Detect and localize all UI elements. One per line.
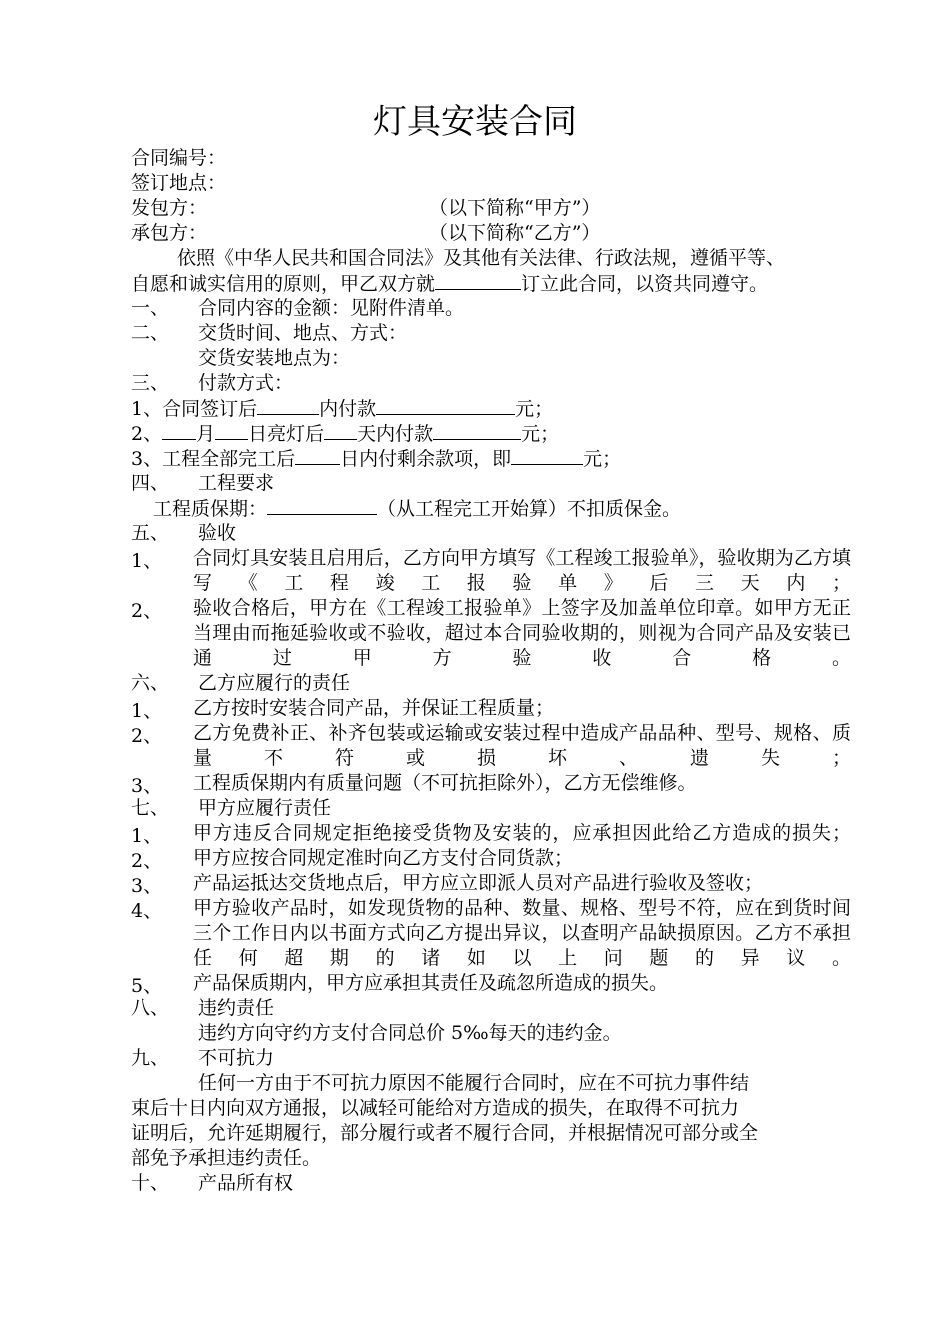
document-title: 灯具安装合同 <box>373 102 577 142</box>
contract-number-label: 合同编号： <box>131 147 227 169</box>
party-a-line <box>131 196 851 221</box>
preamble-line-2: 自愿和诚实信用的原则，甲乙双方就 订立此合同，以资共同遵守。 <box>131 273 769 295</box>
party-b-line <box>131 221 851 246</box>
section-9-line-4: 部免予承担违约责任。 <box>131 1147 322 1169</box>
payment-line-2: 2、 月 日亮灯后 天内付款 元； <box>131 423 560 445</box>
warranty-line: 工程质保期： （从工程完工开始算）不扣质保金。 <box>153 498 682 520</box>
section-10-heading: 十、 产品所有权 <box>131 1172 294 1194</box>
section-2-sub: 交货安装地点为： <box>198 347 351 369</box>
blank-field[interactable] <box>324 421 357 440</box>
list-item: 2、 验收合格后，甲方在《工程竣工报验单》上签字及加盖单位印章。如甲方无正当理由而拖延验收或不验收，超过本合同验收期的，则视为合同产品及安装已通过甲方验收合格。 <box>131 597 851 669</box>
sign-place-line <box>131 171 851 196</box>
section-9-heading: 九、 不可抗力 <box>131 1047 275 1069</box>
blank-field[interactable] <box>376 396 515 415</box>
payment-line-1: 1、合同签订后 内付款 元； <box>131 398 554 420</box>
blank-field[interactable] <box>511 446 583 465</box>
party-a-label: 发包方： <box>131 197 208 219</box>
section-2-heading: 二、 交货时间、地点、方式： <box>131 322 408 344</box>
list-item: 1、 甲方违反合同规定拒绝接受货物及安装的，应承担因此给乙方造成的损失； <box>131 822 851 847</box>
party-b-note: （以下简称“乙方”） <box>429 222 601 244</box>
list-item: 2、 甲方应按合同规定准时向乙方支付合同货款； <box>131 847 574 872</box>
blank-field[interactable] <box>267 496 377 515</box>
blank-field[interactable] <box>435 271 521 290</box>
list-item: 5、 产品保质期内，甲方应承担其责任及疏忽所造成的损失。 <box>131 972 669 997</box>
section-3-heading: 三、 付款方式： <box>131 372 294 394</box>
list-item: 1、 合同灯具安装且启用后，乙方向甲方填写《工程竣工报验单》，验收期为乙方填写《工程竣工报验单》后三天内； <box>131 547 851 594</box>
section-1-heading: 一、 合同内容的金额：见附件清单。 <box>131 297 465 319</box>
blank-field[interactable] <box>257 396 319 415</box>
payment-line-3: 3、工程全部完工后 日内付剩余款项，即 元； <box>131 448 622 470</box>
party-a-note: （以下简称“甲方”） <box>429 197 601 219</box>
blank-field[interactable] <box>295 446 340 465</box>
list-item: 4、 甲方验收产品时，如发现货物的品种、数量、规格、型号不符，应在到货时间三个工作日内以书面方式向乙方提出异议，以查明产品缺损原因。乙方不承担任何超期的诸如以上问题的异议。 <box>131 897 851 969</box>
section-9-line-1: 任何一方由于不可抗力原因不能履行合同时，应在不可抗力事件结 <box>198 1072 750 1094</box>
preamble-line-1: 依照《中华人民共和国合同法》及其他有关法律、行政法规，遵循平等、 <box>177 247 786 269</box>
list-item: 3、 产品运抵达交货地点后，甲方应立即派人员对产品进行验收及签收； <box>131 872 764 897</box>
blank-field[interactable] <box>162 421 196 440</box>
sign-place-label: 签订地点： <box>131 172 227 194</box>
list-item: 2、 乙方免费补正、补齐包装或运输或安装过程中造成产品品种、型号、规格、质量不符或损坏、遗失； <box>131 722 851 769</box>
document-body <box>131 146 851 1196</box>
section-9-line-3: 证明后，允许延期履行，部分履行或者不履行合同，并根据情况可部分或全 <box>131 1122 759 1144</box>
list-item: 3、 工程质保期内有质量问题（不可抗拒除外），乙方无偿维修。 <box>131 772 697 797</box>
section-7-heading: 七、 甲方应履行责任 <box>131 797 332 819</box>
list-item: 1、 乙方按时安装合同产品，并保证工程质量； <box>131 697 555 722</box>
party-b-label: 承包方： <box>131 222 208 244</box>
contract-number-line <box>131 146 851 171</box>
blank-field[interactable] <box>433 421 521 440</box>
section-8-text: 违约方向守约方支付合同总价 5‰每天的违约金。 <box>198 1022 622 1044</box>
section-9-line-2: 束后十日内向双方通报，以减轻可能给对方造成的损失，在取得不可抗力 <box>131 1097 740 1119</box>
section-4-heading: 四、 工程要求 <box>131 472 275 494</box>
section-5-heading: 五、 验收 <box>131 522 237 544</box>
section-6-heading: 六、 乙方应履行的责任 <box>131 672 351 694</box>
blank-field[interactable] <box>215 421 248 440</box>
section-8-heading: 八、 违约责任 <box>131 997 275 1019</box>
